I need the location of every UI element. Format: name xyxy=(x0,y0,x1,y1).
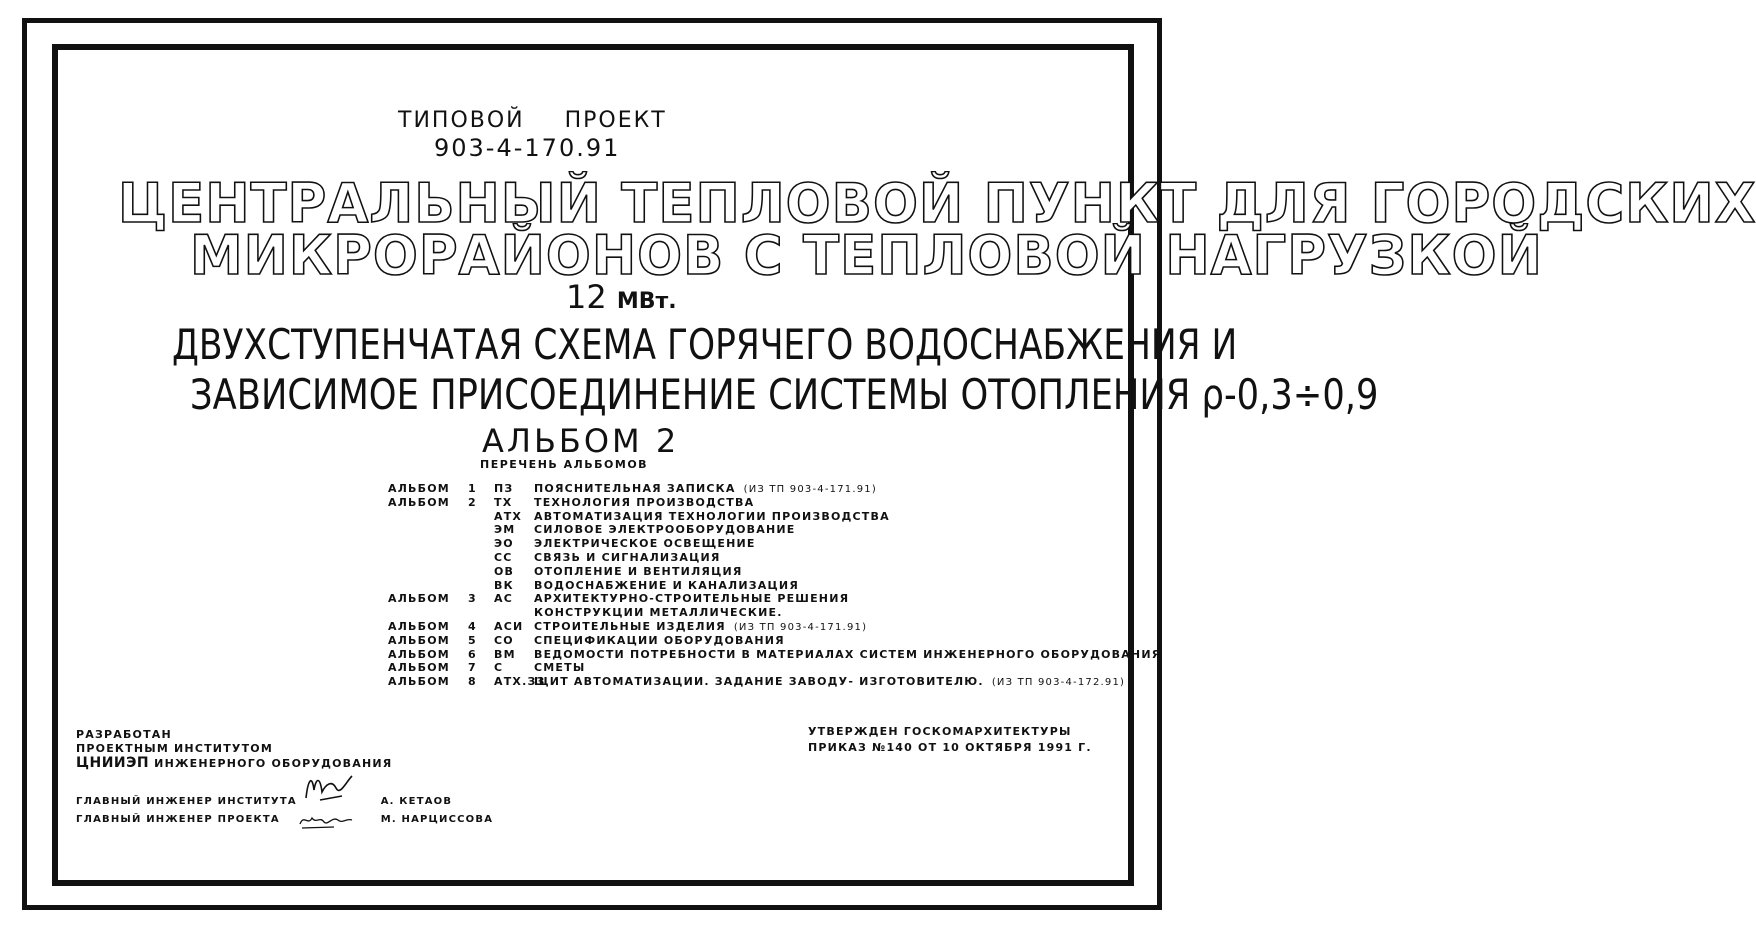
album-row-number: 3 xyxy=(468,592,477,606)
signature-row xyxy=(76,796,452,807)
album-row-description: ЩИТ АВТОМАТИЗАЦИИ. ЗАДАНИЕ ЗАВОДУ- ИЗГОТОВИТЕЛЮ. xyxy=(534,675,984,689)
approval-line-1: УТВЕРЖДЕН ГОСКОМАРХИТЕКТУРЫ xyxy=(808,725,1072,738)
album-row-description-cell xyxy=(534,634,793,647)
signature-role: ГЛАВНЫЙ ИНЖЕНЕР ИНСТИТУТА xyxy=(76,796,297,807)
developer-block xyxy=(76,728,392,771)
album-row-description-cell xyxy=(534,579,807,592)
album-row-description-cell xyxy=(534,551,729,564)
album-row-label: АЛЬБОМ xyxy=(388,661,450,675)
label-project: ПРОЕКТ xyxy=(564,108,667,133)
album-row-description-cell xyxy=(534,592,857,605)
album-row-description: СИЛОВОЕ ЭЛЕКТРООБОРУДОВАНИЕ xyxy=(534,523,796,537)
album-row-description-cell xyxy=(534,537,764,550)
title-line-1: ЦЕНТРАЛЬНЫЙ ТЕПЛОВОЙ ПУНКТ ДЛЯ ГОРОДСКИХ xyxy=(118,172,1756,235)
developer-line-2: ПРОЕКТНЫМ ИНСТИТУТОМ xyxy=(76,742,273,755)
album-row-code: ТХ xyxy=(494,495,513,509)
signature-row xyxy=(76,814,493,825)
album-list-heading: ПЕРЕЧЕНЬ АЛЬБОМОВ xyxy=(480,458,649,471)
album-row-description-cell xyxy=(534,496,762,509)
album-row-description-cell xyxy=(534,675,1125,688)
album-row-description-cell xyxy=(534,523,803,536)
album-row-code: ЭО xyxy=(494,537,514,551)
album-row-number: 8 xyxy=(468,675,477,689)
album-row-description-cell xyxy=(534,482,877,495)
album-row-description: ОТОПЛЕНИЕ И ВЕНТИЛЯЦИЯ xyxy=(534,564,743,578)
subtitle-line-2: ЗАВИСИМОЕ ПРИСОЕДИНЕНИЕ СИСТЕМЫ ОТОПЛЕНИЯ ρ-0,3÷0,9 xyxy=(190,370,1379,419)
album-row-code: ВК xyxy=(494,578,514,592)
developer-org-rest: ИНЖЕНЕРНОГО ОБОРУДОВАНИЯ xyxy=(154,757,393,770)
title-line-2: МИКРОРАЙОНОВ С ТЕПЛОВОЙ НАГРУЗКОЙ xyxy=(190,224,1543,287)
developer-line-1: РАЗРАБОТАН xyxy=(76,728,172,741)
album-title: АЛЬБОМ 2 xyxy=(482,422,680,460)
label-typical: ТИПОВОЙ xyxy=(398,108,525,133)
album-row-label: АЛЬБОМ xyxy=(388,619,450,633)
album-row-number: 2 xyxy=(468,495,477,509)
album-row-description: ТЕХНОЛОГИЯ ПРОИЗВОДСТВА xyxy=(534,495,755,509)
album-row-code: АС xyxy=(494,592,513,606)
album-row-description: ВЕДОМОСТИ ПОТРЕБНОСТИ В МАТЕРИАЛАХ СИСТЕМ ИНЖЕНЕРНОГО ОБОРУДОВАНИЯ xyxy=(534,647,1162,661)
album-row-description: ПОЯСНИТЕЛЬНАЯ ЗАПИСКА xyxy=(534,482,736,495)
album-row-code: АСИ xyxy=(494,619,524,633)
album-row-label: АЛЬБОМ xyxy=(388,482,450,495)
album-row-description: ЭЛЕКТРИЧЕСКОЕ ОСВЕЩЕНИЕ xyxy=(534,537,756,551)
album-row-description: СВЯЗЬ И СИГНАЛИЗАЦИЯ xyxy=(534,550,721,564)
album-row-label: АЛЬБОМ xyxy=(388,592,450,606)
project-code: 903-4-170.91 xyxy=(434,134,621,162)
album-row-reference: (ИЗ ТП 903-4-171.91) xyxy=(733,621,868,633)
album-row-description: АВТОМАТИЗАЦИЯ ТЕХНОЛОГИИ ПРОИЗВОДСТВА xyxy=(534,509,890,523)
album-row-description-cell xyxy=(534,565,751,578)
subtitle-line-1: ДВУХСТУПЕНЧАТАЯ СХЕМА ГОРЯЧЕГО ВОДОСНАБЖЕНИЯ И xyxy=(172,320,1238,369)
approval-line-2: ПРИКАЗ №140 ОТ 10 ОКТЯБРЯ 1991 Г. xyxy=(808,741,1092,754)
album-row-label: АЛЬБОМ xyxy=(388,647,450,661)
album-row-reference: (ИЗ ТП 903-4-171.91) xyxy=(743,484,877,495)
album-row-code: АТХ.ЗЗ xyxy=(494,675,546,689)
album-row-number: 7 xyxy=(468,661,477,675)
album-row-code: С xyxy=(494,661,504,675)
document-type-label xyxy=(398,108,667,133)
album-row-number: 5 xyxy=(468,633,477,647)
signature-name: А. КЕТАОВ xyxy=(380,796,453,807)
album-row-reference: (ИЗ ТП 903-4-172.91) xyxy=(991,677,1126,689)
album-row-code: ПЗ xyxy=(494,482,514,495)
album-row-label: АЛЬБОМ xyxy=(388,675,450,689)
developer-org-line xyxy=(76,756,392,771)
power-unit: МВт. xyxy=(616,289,677,314)
album-row-number: 4 xyxy=(468,619,477,633)
album-row-code: ОВ xyxy=(494,564,515,578)
album-row-description: СМЕТЫ xyxy=(534,661,586,675)
chief-engineer-signature xyxy=(296,770,368,804)
album-row-code: АТХ xyxy=(494,509,523,523)
power-value: 12 xyxy=(566,278,607,316)
album-row-label: АЛЬБОМ xyxy=(388,633,450,647)
album-row-description: СПЕЦИФИКАЦИИ ОБОРУДОВАНИЯ xyxy=(534,633,785,647)
album-row-number: 1 xyxy=(468,482,477,495)
album-row-description-cell xyxy=(534,620,867,633)
approval-block xyxy=(808,724,1092,756)
album-row-label: АЛЬБОМ xyxy=(388,495,450,509)
album-row-description: ВОДОСНАБЖЕНИЕ И КАНАЛИЗАЦИЯ xyxy=(534,578,800,592)
album-row-description-cell xyxy=(534,648,1169,661)
album-row-code: ВМ xyxy=(494,647,516,661)
album-row-description: АРХИТЕКТУРНО-СТРОИТЕЛЬНЫЕ РЕШЕНИЯ xyxy=(534,592,850,606)
album-row-description: СТРОИТЕЛЬНЫЕ ИЗДЕЛИЯ xyxy=(534,619,726,633)
signature-name: М. НАРЦИССОВА xyxy=(380,814,494,825)
album-row-description-cell xyxy=(534,606,791,619)
album-row-code: ЭМ xyxy=(494,523,516,537)
power-rating xyxy=(566,278,677,316)
album-row-description-cell xyxy=(534,661,593,674)
album-row-description: КОНСТРУКЦИИ МЕТАЛЛИЧЕСКИЕ. xyxy=(534,606,783,620)
project-engineer-signature xyxy=(294,808,358,832)
developer-org: ЦНИИЭП xyxy=(76,755,150,771)
album-row-code: СС xyxy=(494,550,513,564)
signature-role: ГЛАВНЫЙ ИНЖЕНЕР ПРОЕКТА xyxy=(76,814,280,825)
album-row-description-cell xyxy=(534,510,898,523)
album-row-code: СО xyxy=(494,633,514,647)
album-row-number: 6 xyxy=(468,647,477,661)
